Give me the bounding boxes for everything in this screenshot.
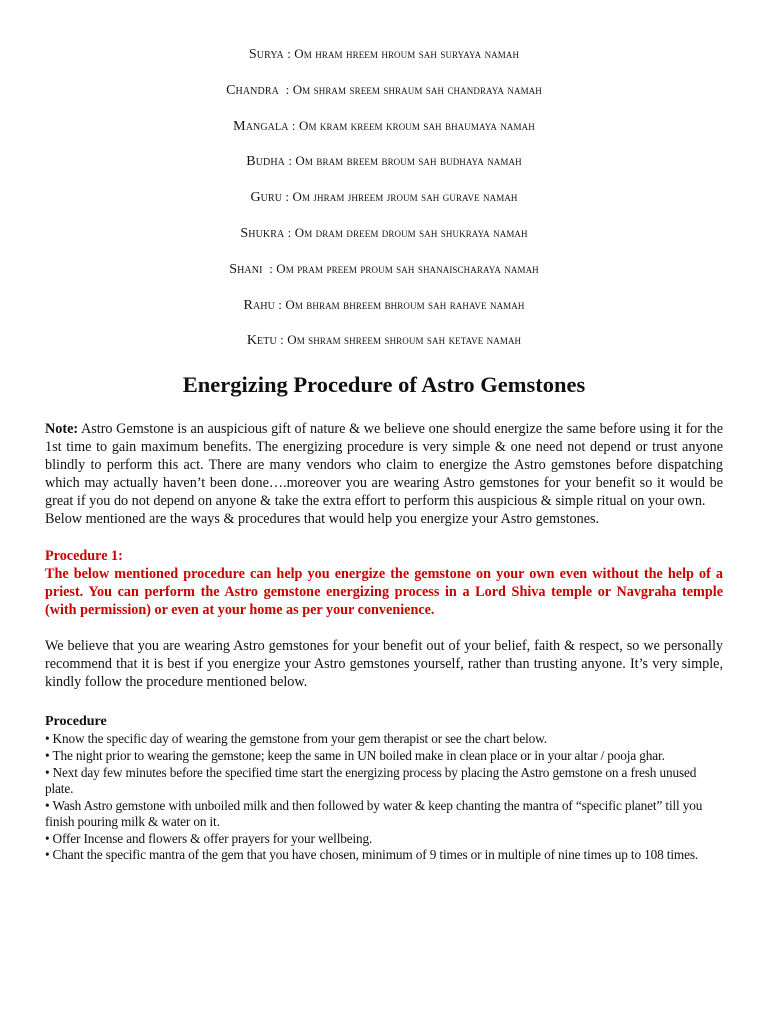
procedure1-heading: Procedure 1: [45,547,123,564]
bullet-icon: • [45,747,50,763]
document-body [45,420,723,864]
below-mentioned-text: Below mentioned are the ways & procedures that would help you energize your Astro gemstones. [45,511,600,528]
note-text: Astro Gemstone is an auspicious gift of nature & we believe one should energize the same before using it for the 1st time to gain maximum benefits. The energizing procedure is very simple & one need not depend or trust anyone blindly to perform this act. There are many vendors who claim to energize the Astro gemstones before dispatching which may actually haven’t been done….moreover you are wearing Astro gemstones for your benefit so it would be great if you do not depend on anyone & take the extra effort to perform this auspicious & simple ritual on your own. [45,421,723,510]
list-item [45,847,723,864]
mantra-text: Om bram breem broum sah budhaya namah [295,153,522,169]
mantra-text: Om dram dreem droum sah shukraya namah [294,224,528,240]
mantra-line-shukra: Shukra : Om dram dreem droum sah shukraya namah [240,224,528,241]
mantra-text: Om jhram jhreem jroum sah gurave namah [292,189,518,205]
planet-name: Shani [229,261,263,277]
procedure1-text: The below mentioned procedure can help you energize the gemstone on your own even without the help of a priest. You can perform the Astro gemstone energizing process in a Lord Shiva temple or Navgraha temple (with permission) or even at your home as per your convenience. [45,565,723,618]
bullet-icon: • [45,797,50,813]
bullet-icon: • [45,830,50,846]
mantra-line-guru: Guru : Om jhram jhreem jroum sah gurave namah [250,189,518,206]
mantra-line-ketu: Ketu : Om shram shreem shroum sah ketave namah [246,332,522,349]
procedure-heading: Procedure [45,714,107,730]
list-item [45,765,723,798]
note-paragraph [45,420,723,510]
step-text: Offer Incense and flowers & offer prayers for your wellbeing. [52,830,373,846]
bullet-icon: • [45,764,50,780]
step-text: The night prior to wearing the gemstone; keep the same in UN boiled make in clean place or in your altar / pooja ghar. [52,747,665,763]
mantra-text: Om bhram bhreem bhroum sah rahave namah [285,296,525,312]
planet-name: Chandra [226,82,279,98]
list-item [45,798,723,831]
list-item [45,831,723,848]
planet-name: Guru [250,190,283,206]
procedure-steps [45,731,723,864]
mantra-text: Om hram hreem hroum sah suryaya namah [294,46,520,61]
note-label: Note: [45,421,79,437]
step-text: Chant the specific mantra of the gem that you have chosen, minimum of 9 times or in multiple of nine times up to 108 times. [52,847,699,863]
step-text: Wash Astro gemstone with unboiled milk and then followed by water & keep chanting the mantra of “specific planet” till you finish pouring milk & water on it. [45,797,703,830]
mantra-line-surya: Surya : Om hram hreem hroum sah suryaya namah [248,46,520,62]
planet-name: Mangala [233,118,289,134]
mantra-text: Om pram preem proum sah shanaischaraya namah [276,260,539,276]
belief-paragraph: We believe that you are wearing Astro gemstones for your benefit out of your belief, faith & respect, so we personally recommend that it is best if you energize your Astro gemstones yourself, rather than trusting anyone. It’s very simple, kindly follow the procedure mentioned below. [45,637,723,691]
planet-name: Budha [246,154,285,170]
mantra-text: Om shram shreem shroum sah ketave namah [287,332,522,348]
planet-name: Rahu [243,297,275,313]
list-item [45,748,723,765]
planet-name: Shukra [240,225,285,241]
planet-name: Ketu [246,333,277,349]
mantra-line-shani: Shani : Om pram preem proum sah shanaischaraya namah [229,260,539,277]
mantra-line-rahu: Rahu : Om bhram bhreem bhroum sah rahave namah [243,296,525,313]
bullet-icon: • [45,731,50,747]
step-text: Know the specific day of wearing the gemstone from your gem therapist or see the chart below. [52,731,547,747]
mantra-line-chandra: Chandra : Om shram sreem shraum sah chandraya namah [226,81,542,98]
step-text: Next day few minutes before the specified time start the energizing process by placing the Astro gemstone on a fresh unused plate. [45,764,697,797]
mantra-list [0,44,768,366]
planet-name: Surya [248,47,284,62]
mantra-text: Om shram sreem shraum sah chandraya namah [292,81,542,97]
mantra-text: Om kram kreem kroum sah bhaumaya namah [298,117,535,133]
bullet-icon: • [45,847,50,863]
page-title: Energizing Procedure of Astro Gemstones [182,372,586,397]
list-item [45,731,723,748]
mantra-line-mangala: Mangala : Om kram kreem kroum sah bhaumaya namah [233,117,535,134]
mantra-line-budha: Budha : Om bram breem broum sah budhaya namah [246,153,522,170]
